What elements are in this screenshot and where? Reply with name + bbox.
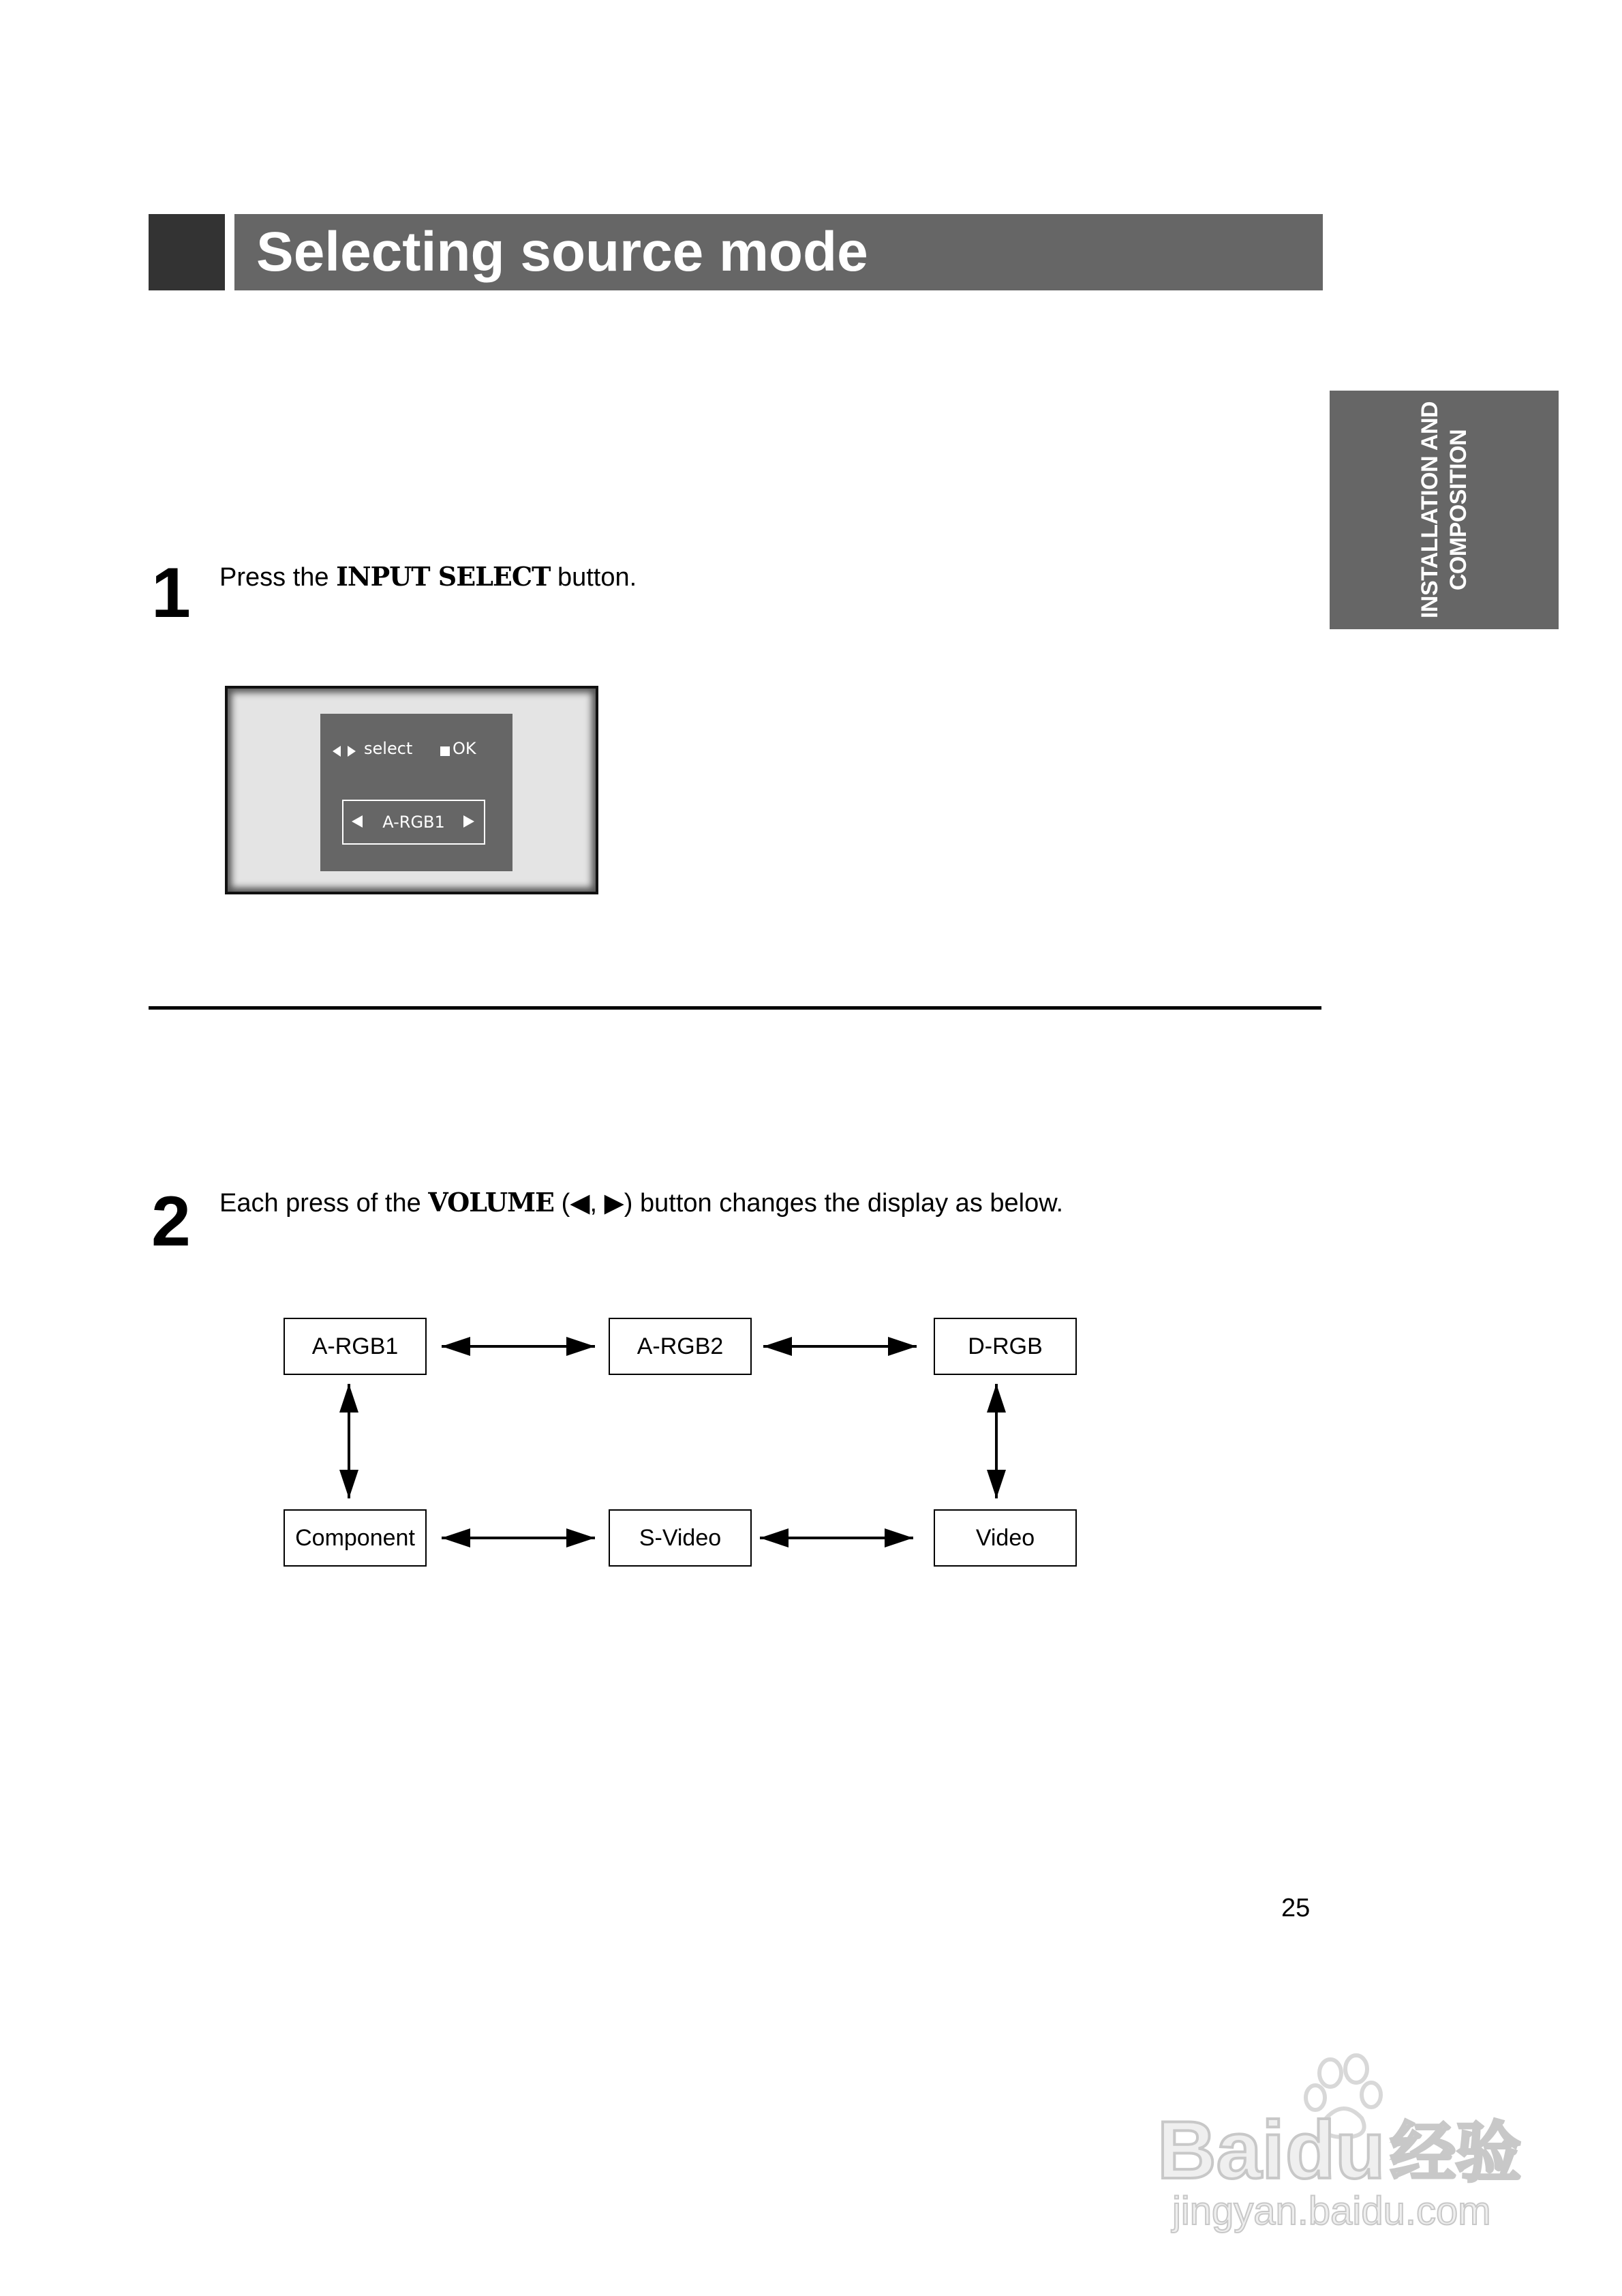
step-2-button-name: VOLUME	[428, 1187, 555, 1218]
flow-box-video: Video	[934, 1509, 1077, 1567]
flow-box-a-rgb1: A-RGB1	[284, 1318, 427, 1375]
svg-text:Bai: Bai	[1157, 2104, 1285, 2196]
flow-box-component: Component	[284, 1509, 427, 1567]
osd-source-value: A-RGB1	[382, 813, 445, 832]
side-tab-line2: COMPOSITION	[1445, 429, 1471, 591]
svg-text:jingyan.baidu.com: jingyan.baidu.com	[1172, 2189, 1491, 2233]
side-tab-line1: INSTALLATION AND	[1416, 401, 1443, 619]
step-1-text-before: Press the	[219, 563, 337, 592]
svg-text:du: du	[1285, 2104, 1386, 2196]
step-2-text-after: (◀, ▶) button changes the display as below.	[554, 1189, 1064, 1218]
step-2-text-before: Each press of the	[219, 1189, 429, 1218]
flow-box-d-rgb: D-RGB	[934, 1318, 1077, 1375]
flow-box-s-video: S-Video	[609, 1509, 752, 1567]
step-2-number: 2	[151, 1182, 191, 1261]
page-title: Selecting source mode	[256, 221, 868, 283]
step-1-text-after: button.	[550, 563, 637, 592]
step-1-button-name: INPUT SELECT	[336, 561, 551, 592]
osd-hint-select: select	[364, 739, 413, 758]
flow-box-a-rgb2: A-RGB2	[609, 1318, 752, 1375]
page-number: 25	[1281, 1894, 1311, 1922]
step-1-number: 1	[151, 554, 191, 633]
svg-text:经验: 经验	[1390, 2117, 1521, 2190]
baidu-watermark-logo	[1152, 2042, 1533, 2239]
osd-hint-ok: OK	[453, 739, 476, 758]
